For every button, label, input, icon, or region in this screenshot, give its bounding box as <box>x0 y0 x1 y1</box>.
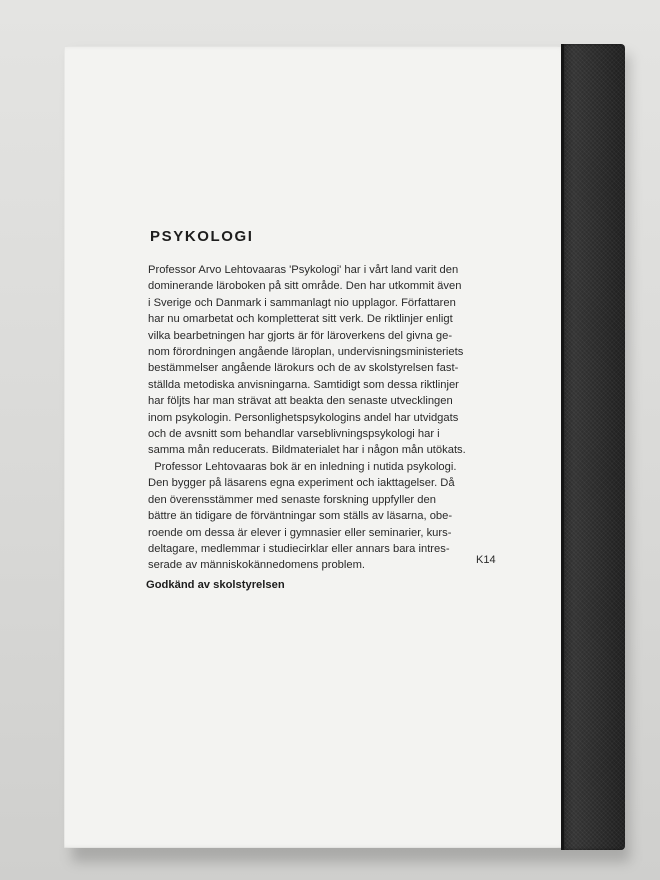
book-title: PSYKOLOGI <box>150 228 254 245</box>
book-description: Professor Arvo Lehtovaaras 'Psykologi' har i vårt land varit den dominerande läroboken på sitt område. Den har utkommit även i Sverige och Danmark i sammanlagt nio upplagor. Författaren har nu omarbetat och kompletterat sitt verk. De riktlinjer enligt vilka bearbetningen har gjorts är för läroverkens del givna ge- nom förordningen angående läroplan, undervisningsministeriets bestämmelser angående lärokurs och de av skolstyrelsen fast- ställda metodiska anvisningarna. Samtidigt som dessa riktlinjer har följts har man strävat att beakta den senaste utvecklingen inom psykologin. Personlighetspsykologins andel har utvidgats och de avsnitt som behandlar varseblivningspsykologi har i samma mån reducerats. Bildmaterialet har i någon mån utökats. Professor Lehtovaaras bok är en inledning i nutida psykologi. Den bygger på läsarens egna experiment och iakttagelser. Då den överensstämmer med senaste forskning uppfyller den bättre än tidigare de förväntningar som ställs av läsarna, obe- roende om dessa är elever i gymnasier eller seminarier, kurs- deltagare, medlemmar i studiecirklar eller annars bara intres- serade av människokännedomens problem. <box>148 264 466 572</box>
book-spine <box>561 44 625 850</box>
approval-note: Godkänd av skolstyrelsen <box>146 579 285 591</box>
book-code: K14 <box>476 554 496 566</box>
book-back-cover <box>64 44 626 850</box>
spine-edge <box>561 44 564 850</box>
